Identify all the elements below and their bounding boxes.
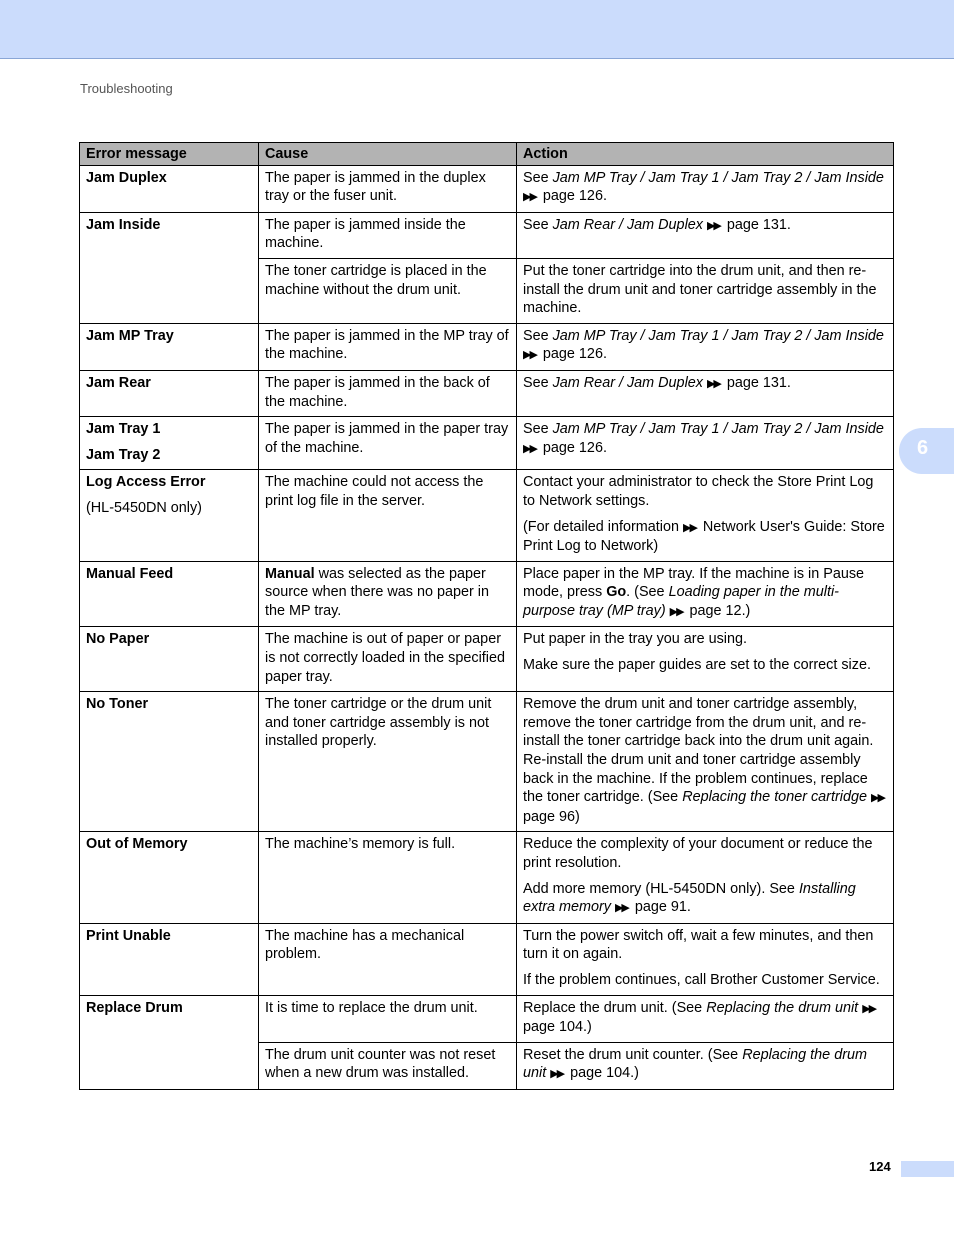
table-row	[80, 627, 894, 692]
cross-reference-link[interactable]: Jam MP Tray / Jam Tray 1 / Jam Tray 2 / Jam Inside	[552, 327, 884, 344]
cause-cell: The machine could not access the print log file in the server.	[259, 470, 517, 561]
action-text: Reduce the complexity of your document or reduce the print resolution.	[523, 836, 873, 871]
double-arrow-icon: ▶▶	[669, 605, 683, 618]
action-text: Place paper in the MP tray. If the machine is in Pause mode, press	[523, 565, 865, 601]
error-cell	[80, 470, 259, 561]
double-arrow-icon: ▶▶	[550, 1068, 564, 1081]
double-arrow-icon: ▶▶	[706, 219, 720, 232]
action-text	[523, 518, 887, 556]
action-text-part: (For detailed information	[523, 518, 683, 535]
action-text: See	[523, 216, 553, 233]
action-cell	[517, 995, 894, 1042]
action-text	[523, 880, 887, 918]
action-cell	[517, 370, 894, 416]
cause-keyword: Manual	[265, 565, 315, 582]
page-reference: Network User's Guide: Store Print Log to Network)	[523, 518, 885, 555]
cause-cell: The paper is jammed in the duplex tray or the fuser unit.	[259, 165, 517, 212]
cause-cell	[259, 561, 517, 627]
cause-text: was selected as the paper source when there was no paper in the MP tray.	[265, 565, 489, 619]
page-reference: page 131.	[722, 374, 791, 391]
action-cell	[517, 165, 894, 212]
action-cell	[517, 627, 894, 692]
page-reference: page 104.)	[566, 1065, 639, 1082]
page-reference: page 131.	[722, 216, 791, 233]
cross-reference-link[interactable]: Replacing the drum unit	[523, 1046, 867, 1082]
action-cell	[517, 323, 894, 370]
page-reference: page 126.	[538, 346, 607, 363]
section-title: Troubleshooting	[80, 81, 173, 96]
table-row	[80, 561, 894, 627]
cause-cell: The paper is jammed in the MP tray of the machine.	[259, 323, 517, 370]
action-cell	[517, 692, 894, 832]
column-header-action: Action	[517, 143, 894, 166]
error-note: (HL-5450DN only)	[86, 499, 202, 516]
error-cell: Jam MP Tray	[80, 323, 259, 370]
table-row	[80, 323, 894, 370]
cause-cell: The toner cartridge or the drum unit and toner cartridge assembly is not installed properly.	[259, 692, 517, 832]
error-cell: Print Unable	[80, 923, 259, 995]
error-cell: Jam Duplex	[80, 165, 259, 212]
double-arrow-icon: ▶▶	[862, 1002, 876, 1015]
action-text: Contact your administrator to check the Store Print Log to Network settings.	[523, 474, 874, 509]
cause-cell: It is time to replace the drum unit.	[259, 995, 517, 1042]
action-text: See	[523, 169, 553, 186]
page-number: 124	[869, 1159, 891, 1174]
action-text: Make sure the paper guides are set to the correct size.	[523, 657, 871, 674]
double-arrow-icon: ▶▶	[682, 521, 696, 534]
cross-reference-link[interactable]: Jam Rear / Jam Duplex	[552, 374, 703, 391]
table-row	[80, 370, 894, 416]
cause-cell: The paper is jammed in the paper tray of the machine.	[259, 417, 517, 470]
cause-cell: The machine is out of paper or paper is not correctly loaded in the specified paper tray.	[259, 627, 517, 692]
double-arrow-icon: ▶▶	[523, 349, 536, 362]
header-band	[0, 0, 954, 59]
cross-reference-link[interactable]: Replacing the toner cartridge	[682, 789, 867, 806]
cross-reference-link[interactable]: Replacing the drum unit	[706, 999, 859, 1016]
error-cell	[80, 417, 259, 470]
table-row	[80, 832, 894, 923]
action-cell	[517, 561, 894, 627]
error-message-table	[79, 142, 894, 1090]
column-header-error: Error message	[80, 143, 259, 166]
action-text-part: Add more memory (HL-5450DN only). See	[523, 880, 799, 897]
cross-reference-link[interactable]: Jam MP Tray / Jam Tray 1 / Jam Tray 2 / Jam Inside	[552, 421, 884, 438]
action-text: . (See	[626, 584, 669, 601]
double-arrow-icon: ▶▶	[523, 442, 536, 455]
page-reference: page 126.	[538, 439, 607, 456]
cause-cell: The paper is jammed in the back of the machine.	[259, 370, 517, 416]
column-header-cause: Cause	[259, 143, 517, 166]
cause-cell: The toner cartridge is placed in the machine without the drum unit.	[259, 258, 517, 323]
error-cell: Manual Feed	[80, 561, 259, 627]
table-row	[80, 212, 894, 258]
action-cell	[517, 923, 894, 995]
error-cell: Jam Rear	[80, 370, 259, 416]
action-text: See	[523, 421, 553, 438]
error-name: Log Access Error	[86, 474, 206, 491]
action-cell	[517, 832, 894, 923]
error-cell: No Paper	[80, 627, 259, 692]
double-arrow-icon: ▶▶	[614, 902, 628, 915]
page-reference: page 126.	[538, 188, 607, 205]
error-cell: Replace Drum	[80, 995, 259, 1089]
action-cell	[517, 417, 894, 470]
table-row	[80, 417, 894, 470]
cross-reference-link[interactable]: Jam Rear / Jam Duplex	[552, 216, 703, 233]
double-arrow-icon: ▶▶	[706, 377, 720, 390]
error-name: Jam Tray 2	[86, 446, 161, 463]
table-row	[80, 692, 894, 832]
chapter-tab	[899, 428, 954, 474]
action-text: If the problem continues, call Brother Customer Service.	[523, 971, 880, 988]
cause-cell: The machine has a mechanical problem.	[259, 923, 517, 995]
double-arrow-icon: ▶▶	[523, 191, 536, 204]
double-arrow-icon: ▶▶	[870, 792, 884, 805]
chapter-number: 6	[917, 437, 929, 459]
action-text: See	[523, 327, 553, 344]
page-reference: page 12.)	[685, 602, 751, 619]
action-cell	[517, 212, 894, 258]
page-reference: page 91.	[630, 899, 691, 916]
table-header-row	[80, 143, 894, 166]
table-row	[80, 165, 894, 212]
action-cell: Put the toner cartridge into the drum unit, and then re-install the drum unit and toner cartridge assembly in the machine.	[517, 258, 894, 323]
page-number-bar	[901, 1161, 954, 1177]
action-cell	[517, 470, 894, 561]
cross-reference-link[interactable]: Loading paper in the multi-purpose tray (MP tray)	[523, 584, 839, 619]
table-row	[80, 470, 894, 561]
cross-reference-link[interactable]: Jam MP Tray / Jam Tray 1 / Jam Tray 2 / Jam Inside	[552, 169, 884, 186]
action-cell	[517, 1042, 894, 1089]
table-row	[80, 995, 894, 1042]
cross-reference-link[interactable]: Installing extra memory	[523, 880, 856, 916]
action-text: Remove the drum unit and toner cartridge assembly, remove the toner cartridge from the drum unit, and re-install the toner cartridge back into the drum unit again. Re-install the drum unit and toner cartridge assembly back in the machine. If the problem continues, replace the toner cartridge. (See	[523, 696, 874, 806]
error-cell: No Toner	[80, 692, 259, 832]
table-row	[80, 923, 894, 995]
cause-cell: The machine’s memory is full.	[259, 832, 517, 923]
page-reference: page 96)	[523, 808, 580, 825]
error-name: Jam Tray 1	[86, 421, 161, 438]
page-reference: page 104.)	[523, 1019, 592, 1036]
error-cell: Out of Memory	[80, 832, 259, 923]
error-cell: Jam Inside	[80, 212, 259, 323]
action-text: Put paper in the tray you are using.	[523, 631, 747, 648]
cause-cell: The drum unit counter was not reset when a new drum was installed.	[259, 1042, 517, 1089]
action-text: See	[523, 374, 553, 391]
action-text: Reset the drum unit counter. (See	[523, 1046, 743, 1063]
action-text: Replace the drum unit. (See	[523, 999, 707, 1016]
action-text: Turn the power switch off, wait a few minutes, and then turn it on again.	[523, 927, 874, 963]
go-key-label: Go	[606, 584, 627, 601]
cause-cell: The paper is jammed inside the machine.	[259, 212, 517, 258]
